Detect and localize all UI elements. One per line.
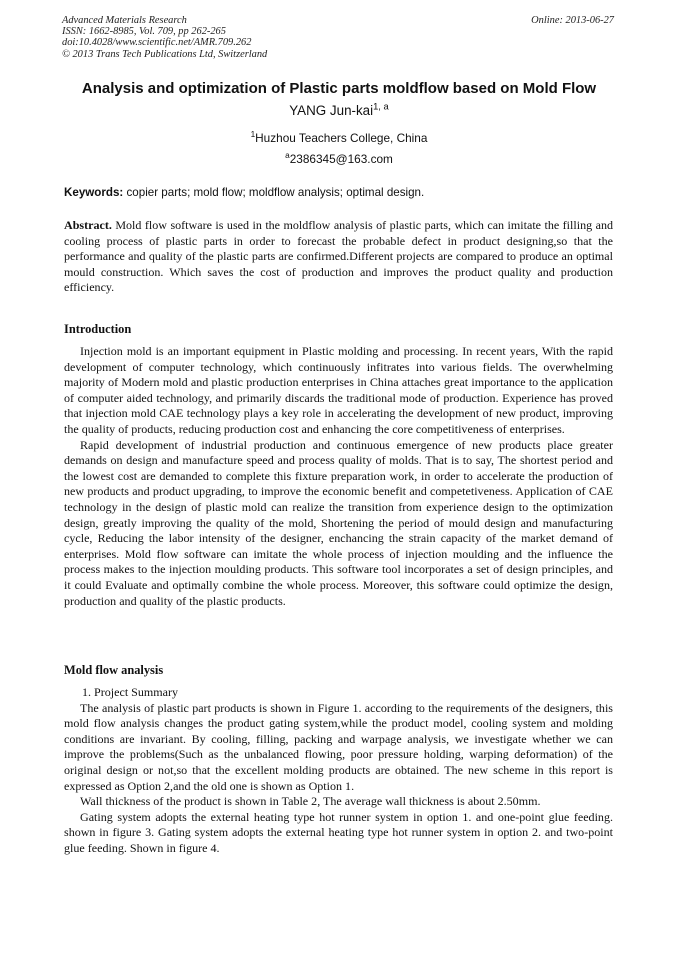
introduction-body <box>64 344 613 609</box>
author-name: YANG Jun-kai <box>289 103 374 118</box>
introduction-paragraph: Injection mold is an important equipment in Plastic molding and processing. In recent years, With the rapid development of computer technology, which continuously infitrates into various fields. The overwhelming majority of Modern mold and plastic production enterprises in China attaches great importance to the application of computer aided technology, and primarily discards the traditional mode of production. Experience has proved that injection mold CAE technology plays a key role in accelerating the development of new product, improving the quality of products, reducing production cost and enhancing the core competitiveness of enterprises. <box>64 344 613 436</box>
introduction-heading: Introduction <box>64 322 132 336</box>
abstract <box>64 218 613 296</box>
email-superscript: a <box>285 151 290 161</box>
email-line <box>0 152 678 166</box>
moldflow-heading: Mold flow analysis <box>64 663 164 677</box>
affiliation-line <box>0 131 678 145</box>
journal-doi[interactable]: doi:10.4028/www.scientific.net/AMR.709.262 <box>62 37 252 49</box>
online-date: Online: 2013-06-27 <box>531 15 614 26</box>
abstract-text: Mold flow software is used in the moldflow analysis of plastic parts, which can imitate the filling and cooling process of plastic parts in order to forecast the probable defect in product designing,so that the performance and quality of the plastic parts are confirmed.Different projects are compared to produce an optimal mould construction. Which saves the cost of production and improves the product quality and production efficiency. <box>64 218 613 295</box>
keywords <box>64 186 424 199</box>
moldflow-paragraph: Gating system adopts the external heating type hot runner system in option 1. and one-point glue feeding. shown in figure 3. Gating system adopts the external heating type hot runner system in option 2. and two-point glue feeding. Shown in figure 4. <box>64 809 613 855</box>
moldflow-body <box>64 685 613 857</box>
author-line <box>0 103 678 118</box>
introduction-paragraph: Rapid development of industrial production and continuous emergence of new products place greater demands on design and manufacture speed and process quality of molds. That is to say, The shortest period and the lowest cost are demanded to complete this fixture preparation work, in order to accelerate the production of new products and product upgrading, to improve the economic benefit and competetiveness. Application of CAE technology in the design of plastic mold can realize the transition from experience design to the optimization design, greatly improving the quality of the mold, Shortening the period of mould design and manufacturing cycle, Reducing the labor intensity of the designer, enchancing the strain capacity of the market demand of enterprises. Mold flow software can imitate the whole process of injection moulding and the influence the process makes to the injection moulding products. This software tool incorporates a set of design principles, and it could Evaluate and optimally combine the whole process. Moreover, this software could optimize the design, production and quality of the plastic products. <box>64 437 613 608</box>
journal-name: Advanced Materials Research <box>62 15 187 26</box>
paper-title: Analysis and optimization of Plastic parts moldflow based on Mold Flow <box>81 80 597 97</box>
keywords-text: copier parts; mold flow; moldflow analysis; optimal design. <box>123 186 425 199</box>
affiliation: Huzhou Teachers College, China <box>255 131 428 145</box>
journal-copyright: © 2013 Trans Tech Publications Ltd, Switzerland <box>62 48 268 60</box>
moldflow-paragraph: Wall thickness of the product is shown in Table 2, The average wall thickness is about 2.50mm. <box>80 794 541 809</box>
affiliation-superscript: 1 <box>250 130 256 140</box>
moldflow-paragraph: The analysis of plastic part products is shown in Figure 1. according to the requirements of the designers, this mold flow analysis changes the product gating system,while the product model, cooling system and molding conditions are invariant. By cooling, filling, packing and warpage analysis, we investigate whether we can improve the problems(Such as the unbalanced flowing, poor pressure holding, warping deformation) of the original design or not,so that the excellent molding products are obtained. The new scheme in this report is expressed as Option 2,and the old one is shown as Option 1. <box>64 700 613 793</box>
abstract-label: Abstract. <box>64 218 112 232</box>
journal-header <box>62 15 267 60</box>
author-superscript: 1, a <box>373 101 389 112</box>
list-item-project-summary: 1. Project Summary <box>82 685 179 699</box>
keywords-label: Keywords: <box>64 186 124 199</box>
author-email[interactable]: 2386345@163.com <box>289 152 393 166</box>
journal-issn: ISSN: 1662-8985, Vol. 709, pp 262-265 <box>62 26 226 38</box>
